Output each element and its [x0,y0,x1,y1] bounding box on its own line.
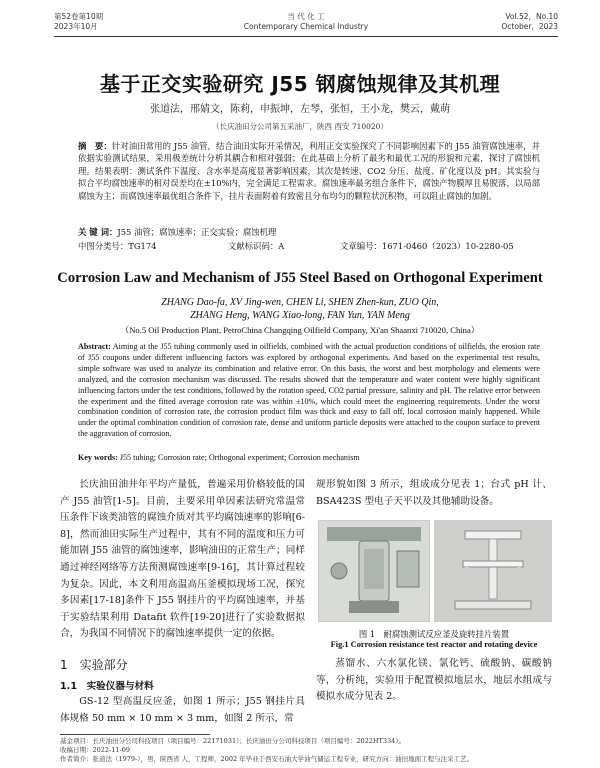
header-volume-issue: 第52卷第10期 [54,12,104,21]
reactor-illustration [319,521,429,621]
section-heading: 1 实验部分 [60,658,128,672]
header-journal [54,12,558,32]
footnote-rule [60,734,210,735]
header-date-cn: 2023年10月 [54,22,98,31]
abstract-cn-text: 针对油田常用的 J55 油管，结合油田实际开采情况，利用正交实验探究了不同影响因素下的 J55 油管腐蚀速率，并依据实验测试结果，采用极差统计分析其耦合和相对强弱；在此基础上分析了最劣和最优工况的形貌和元素，探讨了腐蚀机理。结果表明：测试条件下温度、含水率是高度显著影响因素，其次是转速、CO2 分压、盐度、矿化度以及 pH。其实验与拟合平均腐蚀速率的相对误差均在±10%内，完全满足工程需求。腐蚀速率最劣组合条件下，腐蚀产物膜厚且易脱落，以局部腐蚀为主；而腐蚀速率最优组合条件下，挂片表面附着有致密且分布均匀的颗粒状沉积物，可以阻止腐蚀的加剧。 [78,141,541,201]
affiliation-cn: （长庆油田分公司第五采油厂，陕西 西安 710020） [212,122,388,131]
article-number: 文章编号：1671-0460（2023）10-2280-05 [340,241,514,251]
footnote-received: 收稿日期：2022-11-09 [60,746,130,754]
authors-en-line1: ZHANG Dao-fa, XV Jing-wen, CHEN Li, SHEN Zhen-kun, ZUO Qin, [161,297,439,308]
abstract-en-label: Abstract: [78,342,111,351]
authors-cn: 张道法，邢婧文，陈莉，申振坤，左琴，张恒，王小龙，樊云，戴萌 [150,104,450,115]
figure-caption-cn: 图 1 耐腐蚀测试反应釜及旋转挂片装置 [358,629,510,639]
body-left-bottom: GS-12 型高温反应釜，如图 1 所示；J55 钢挂片具体规格 50 mm × 10 mm × 3 mm，如图 2 所示，常 [60,696,305,724]
body-right-top: 规形貌如图 3 所示，组成成分见表 1；台式 pH 计、BSA423S 型电子天平以及其他辅助设备。 [316,479,552,507]
body-right-bottom: 蒸馏水、六水氯化镁、氯化钙、硫酸钠、碳酸钠等，分析纯，实验用于配置模拟地层水，地层水组成与模拟水成分见表 2。 [316,658,552,703]
reactor-photo [318,520,430,622]
header-volume-en [501,12,558,32]
authors-en-line2: ZHANG Heng, WANG Xiao-long, FAN Yun, YAN Meng [190,310,410,321]
keywords-en [78,453,540,462]
subsection-heading: 1.1 实验仪器与材料 [60,681,154,692]
keywords-cn [78,226,540,238]
abstract-en [78,342,540,440]
header-journal-en: Contemporary Chemical Industry [243,22,369,31]
doc-code: 文献标识码：A [228,241,285,251]
figure-caption-en: Fig.1 Corrosion resistance test reactor and rotating device [330,640,538,649]
rotating-device-illustration [435,521,551,621]
rotating-device-photo [434,520,552,622]
affiliation-en: （No.5 Oil Production Plant, PetroChina Changqing Oilfield Company, Xi'an Shaanxi 710020, China） [120,325,480,335]
header-rule [54,36,558,37]
header-journal-cn: 当 代 化 工 [287,12,325,21]
keywords-cn-text: J55 油管；腐蚀速率；正交实验；腐蚀机理 [117,227,277,237]
header-vol-no-en: Vol.52，No.10 [505,12,558,21]
authors-en [40,296,560,322]
keywords-en-text: J55 tubing; Corrosion rate; Orthogonal experiment; Corrosion mechanism [117,453,360,462]
keywords-cn-label: 关 键 词： [78,227,118,237]
footnote-author: 作者简介：张道法（1979-），男，陕西省 人，工程师，2002 年毕业于西安石油大学油气储运工程专业，研究方向：油田地面工程与注采工艺。 [60,755,474,763]
figure-1 [318,520,550,620]
abstract-cn-label: 摘 要： [78,141,112,151]
header-date-en: October，2023 [501,22,558,31]
paper-title-en: Corrosion Law and Mechanism of J55 Steel Based on Orthogonal Experiment [57,270,543,286]
footnotes [60,737,558,764]
paper-title-cn: 基于正交实验研究 J55 钢腐蚀规律及其机理 [99,72,501,96]
abstract-cn [78,140,540,202]
abstract-en-text: Aiming at the J55 tubing commonly used in oilfields, combined with the actual production conditions of oilfields, the erosion rate of J55 coupons under different influencing factors was explored by orthogonal experiments. And based on the experimental test results, simple software was used to analyze its combination and relative error. On this basis, the worst and best morphology and elements were analyzed, and the corrosion mechanism was discussed. The results showed that the temperature and water content were highly significant influencing factors under the test conditions, followed by the rotation speed, CO2 partial pressure, salinity and pH. The relative error between the experiment and the fitted average corrosion rate was within ±10%, which could meet the engineering requirements. Under the worst combination condition of corrosion rate, the corrosion product film was thick and easy to fall off, local corrosion mainly happened. While under the optimal combination condition of corrosion rate, dense and uniform particle deposits were attached to the coupon surface to prevent the aggravation of corrosion. [78,342,540,439]
body-intro-paragraph: 长庆油田油井年平均产量低，普遍采用价格较低的国产 J55 油管[1-5]。目前，主要采用单因素法研究常温常压条件下该类油管的腐蚀介质对其平均腐蚀速率的影响[6-8]，然而油田实际生产过程中，其有不同的温度和压力可能加剧 J55 油管的腐蚀速率，影响油田的正常生产；同样通过神经网络等方法预测腐蚀速率[9-16]，其计算过程较为复杂。因此，本文利用高温高压釜模拟现场工况，探究多因素[17-18]条件下 J55 钢挂片的平均腐蚀速率，并基于实验结果利用 Datafit 软件[19-20]进行了实验数据拟合，为我国不同情况下的腐蚀速率提供一定的依据。 [60,479,305,640]
footnote-fund: 基金项目：长庆油田分公司科技项目（项目编号：22171031）；长庆油田分公司科技项目（项目编号：2022HT334）。 [60,737,406,745]
clc-number: 中图分类号：TG174 [78,241,157,251]
keywords-en-label: Key words: [78,453,118,462]
